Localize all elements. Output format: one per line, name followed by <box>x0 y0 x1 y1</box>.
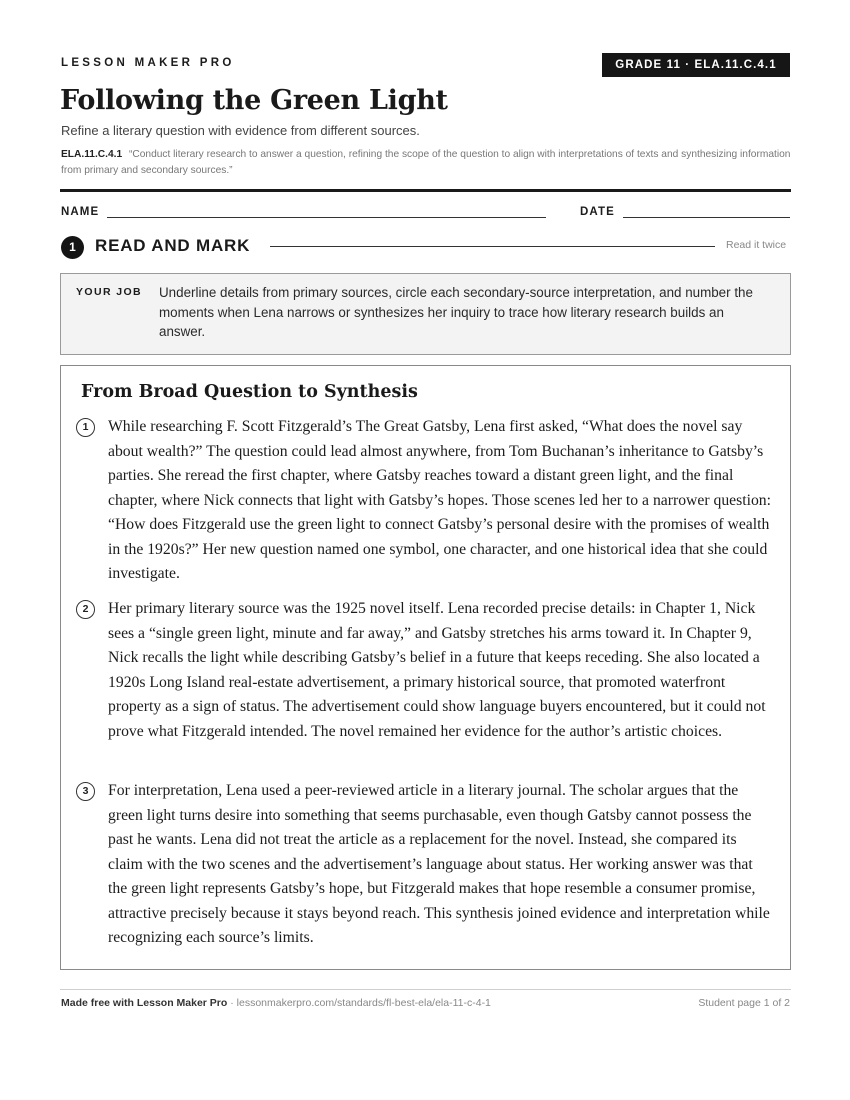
paragraph-number: 3 <box>76 782 95 801</box>
section-rule <box>270 246 715 247</box>
instructions-box <box>60 273 791 355</box>
standard-code: ELA.11.C.4.1 <box>61 149 123 160</box>
passage-paragraph: Her primary literary source was the 1925 novel itself. Lena recorded precise details: in Chapter 1, Nick sees a “single green light, minute and far away,” and Gatsby stretches his arms toward it. In Chapter 9, Nick recalls the light while describing Gatsby’s belief in a future that keeps receding. She also located a 1920s Long Island real-estate advertisement, a primary historical source, that promoted waterfront property as a sign of status. The advertisement could show language buyers encountered, but it could not prove what Fitzgerald intended. The novel remained her evidence for the author’s artistic choices. <box>108 600 766 740</box>
instructions-text: Underline details from primary sources, circle each secondary-source interpretation, and number the moments when Lena narrows or synthesizes her inquiry to trace how literary research builds an answer. <box>159 285 753 339</box>
section-title: READ AND MARK <box>95 236 251 255</box>
passage-paragraph: For interpretation, Lena used a peer-reviewed article in a literary journal. The scholar argues that the green light turns desire into something that seems purchasable, even though Gatsby cannot possess the past he wants. Lena did not treat the article as a replacement for the novel. Instead, she compared its claim with the two scenes and the advertisement’s language about status. Her working answer was that the green light represents Gatsby’s hope, but Fitzgerald makes that hope resemble a consumer promise, attractive precisely because it stays beyond reach. This synthesis joined evidence and interpretation while recognizing each source’s limits. <box>108 782 770 946</box>
date-label: DATE <box>580 206 615 218</box>
footer-divider <box>60 989 791 990</box>
header-divider <box>60 189 791 192</box>
name-label: NAME <box>61 206 100 218</box>
passage-paragraph: While researching F. Scott Fitzgerald’s The Great Gatsby, Lena first asked, “What does the novel say about wealth?” The question could lead almost anywhere, from Tom Buchanan’s inheritance to Gatsby’s parties. She reread the first chapter, where Gatsby reaches toward a distant green light, and the final chapter, where Nick connects that light with Gatsby’s hopes. Those scenes led her to a narrower question: “How does Fitzgerald use the green light to connect Gatsby’s personal desire with the promises of wealth in the 1920s?” Her new question named one symbol, one character, and one historical idea that she could investigate. <box>108 418 771 582</box>
section-note: Read it twice <box>726 239 787 251</box>
date-field[interactable] <box>623 217 790 218</box>
standard-description <box>61 147 791 178</box>
instructions-label: YOUR JOB <box>76 286 143 298</box>
paragraph-number: 1 <box>76 418 95 437</box>
footer-url-link[interactable]: lessonmakerpro.com/standards/fl-best-ela/ela-11-c-4-1 <box>236 997 491 1009</box>
section-number-badge: 1 <box>61 236 84 259</box>
footer-credit <box>61 997 491 1009</box>
name-field[interactable] <box>107 217 546 218</box>
passage-title: From Broad Question to Synthesis <box>81 382 418 402</box>
reading-passage <box>60 365 791 970</box>
brand-name: LESSON MAKER PRO <box>61 57 235 69</box>
page-subtitle: Refine a literary question with evidence from different sources. <box>61 123 420 138</box>
footer-separator: · <box>227 997 237 1009</box>
page-title: Following the Green Light <box>60 85 448 116</box>
standard-text: “Conduct literary research to answer a question, refining the scope of the question to align with interpretations of texts and synthesizing information from primary and secondary sources.” <box>61 149 791 176</box>
grade-badge: GRADE 11 · ELA.11.C.4.1 <box>602 53 790 77</box>
page-number: Student page 1 of 2 <box>698 997 790 1009</box>
footer-made-with: Made free with Lesson Maker Pro <box>61 997 228 1009</box>
paragraph-number: 2 <box>76 600 95 619</box>
